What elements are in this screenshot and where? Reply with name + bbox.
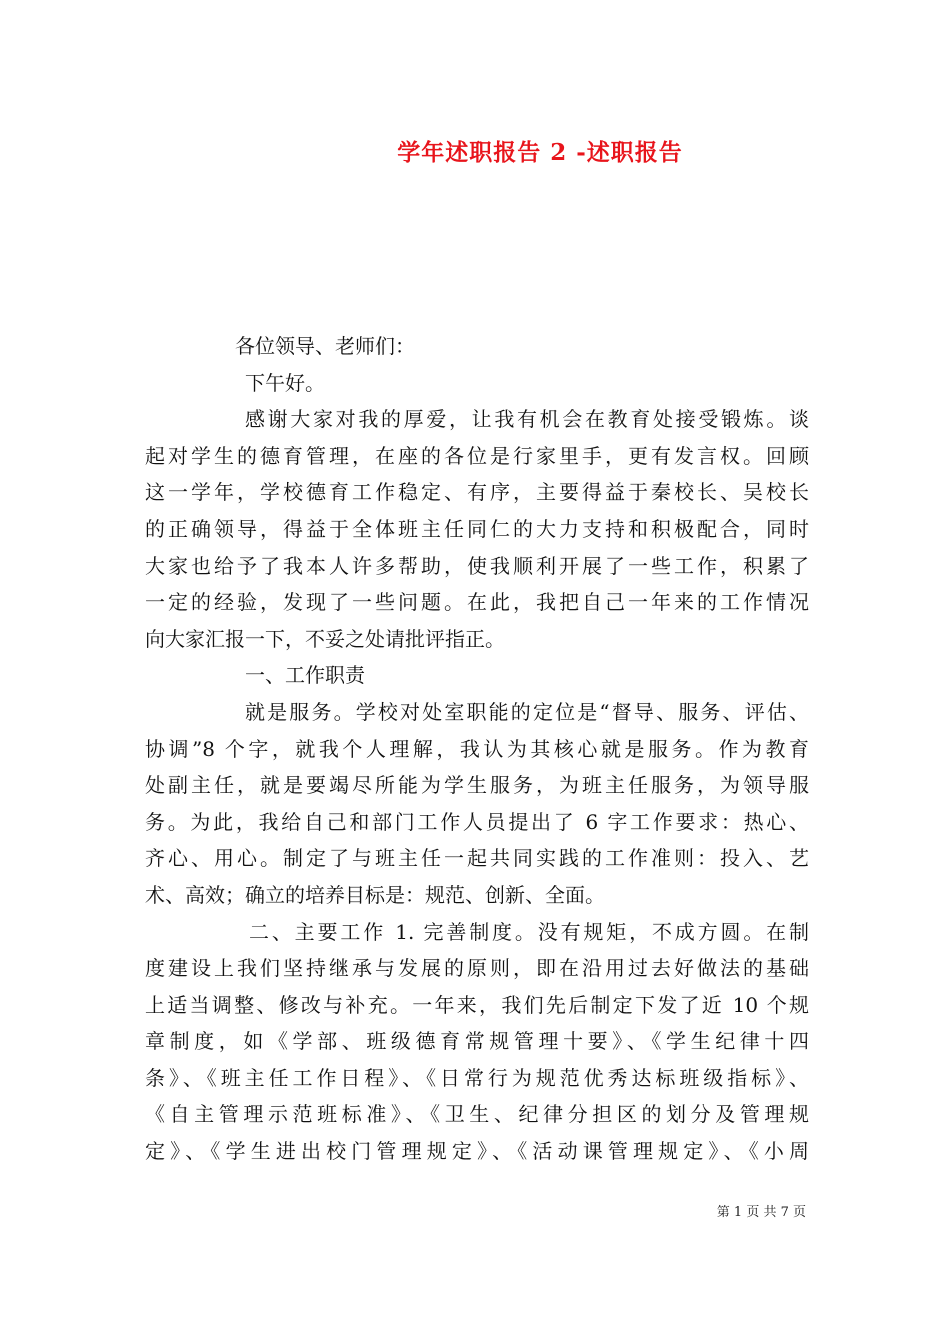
paragraph-line: 大家也给予了我本人许多帮助，使我顺利开展了一些工作，积累了 [145,553,809,578]
paragraph-line: 向大家汇报一下，不妥之处请批评指正。 [145,626,505,651]
paragraph-line: 务。为此，我给自己和部门工作人员提出了 6 字工作要求：热心、 [145,809,809,834]
paragraph-line: 起对学生的德育管理，在座的各位是行家里手，更有发言权。回顾 [145,443,809,468]
paragraph-line: 齐心、用心。制定了与班主任一起共同实践的工作准则：投入、艺 [145,846,809,871]
paragraph-line: 定》、《学生进出校门管理规定》、《活动课管理规定》、《小周 [145,1139,809,1164]
paragraph-line: 的正确领导，得益于全体班主任同仁的大力支持和积极配合，同时 [145,516,809,541]
paragraph-line: 度建设上我们坚持继承与发展的原则，即在沿用过去好做法的基础 [145,956,809,981]
paragraph-line: 上适当调整、修改与补充。一年来，我们先后制定下发了近 10 个规 [145,992,809,1017]
page-number: 第 1 页 共 7 页 [716,1205,806,1220]
salutation-line: 各位领导、老师们： [235,334,415,358]
document-body [145,328,809,1170]
document-title: 学年述职报告 2 -述职报告 [397,139,683,166]
section-heading: 一、工作职责 [245,663,365,688]
paragraph-line: 《自主管理示范班标准》、《卫生、纪律分担区的划分及管理规 [145,1102,809,1127]
paragraph-line: 一定的经验，发现了一些问题。在此，我把自己一年来的工作情况 [145,590,809,615]
greeting-line: 下午好。 [245,370,325,395]
paragraph-line: 处副主任，就是要竭尽所能为学生服务，为班主任服务，为领导服 [145,773,809,798]
paragraph-line: 条》、《班主任工作日程》、《日常行为规范优秀达标班级指标》、 [145,1065,809,1090]
paragraph-line: 就是服务。学校对处室职能的定位是“督导、服务、评估、 [245,699,809,724]
paragraph-line: 感谢大家对我的厚爱，让我有机会在教育处接受锻炼。谈 [245,407,809,432]
paragraph-line: 章制度，如《学部、班级德育常规管理十要》、《学生纪律十四 [145,1029,809,1054]
paragraph-line: 术、高效；确立的培养目标是：规范、创新、全面。 [145,882,605,907]
paragraph-line: 协调”8 个字，就我个人理解，我认为其核心就是服务。作为教育 [145,736,809,761]
paragraph-line: 这一学年，学校德育工作稳定、有序，主要得益于秦校长、吴校长 [145,480,809,505]
section-heading-line: 二、主要工作 1. 完善制度。没有规矩，不成方圆。在制 [249,919,809,944]
